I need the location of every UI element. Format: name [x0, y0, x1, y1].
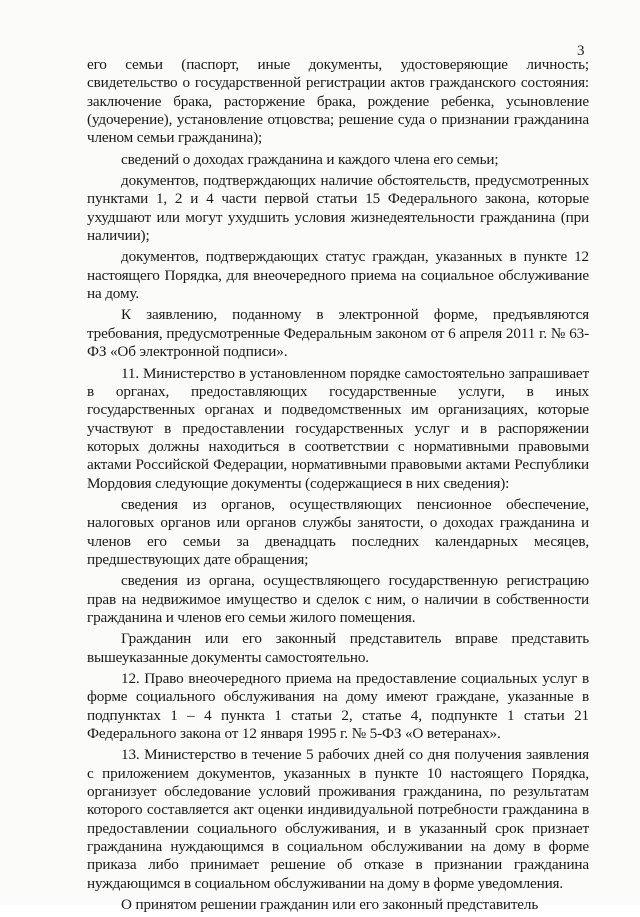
paragraph-item-13: 13. Министерство в течение 5 рабочих дней со дня получения заявления с приложением документов, указанных в пункте 10 настоящего Порядка, организует обследование условий проживания гражданина, по результатам которого составляется акт оценки индивидуальной потребности гражданина в предоставлении социального обслуживания, и в указанный срок признает гражданина нуждающимся в социальном обслуживании на дому в форме приказа либо принимает решение об отказе в признании гражданина нуждающимся в социальном обслуживании на дому в форме уведомления.: [87, 746, 589, 892]
paragraph-item-11: 11. Министерство в установленном порядке самостоятельно запрашивает в органах, предоставляющих государственные услуги, в иных государственных органах и подведомственных им организациях, которые участвуют в предоставлении государственных услуг и в распоряжении которых должны находиться в соответствии с нормативными правовыми актами Российской Федерации, нормативными правовыми актами Республики Мордовия следующие документы (содержащиеся в них сведения):: [87, 364, 589, 492]
paragraph-income-info: сведений о доходах гражданина и каждого члена его семьи;: [121, 150, 499, 168]
paragraph-status-docs: документов, подтверждающих статус граждан, указанных в пункте 12 настоящего Порядка, для внеочередного приема на социальное обслуживание на дому.: [87, 248, 589, 303]
document-body: [87, 56, 589, 917]
paragraph-decision: О принятом решении гражданин или его законный представитель: [121, 896, 539, 914]
paragraph-pension-info: сведения из органов, осуществляющих пенсионное обеспечение, налоговых органов или органов службы занятости, о доходах гражданина и членов его семьи за двенадцать последних календарных месяцев, предшествующих дате обращения;: [87, 495, 589, 568]
paragraph-circumstances-docs: документов, подтверждающих наличие обстоятельств, предусмотренных пунктами 1, 2 и 4 части первой статьи 15 Федерального закона, которые ухудшают или могут ухудшить условия жизнедеятельности гражданина (при наличии);: [87, 172, 589, 245]
paragraph-family-documents: его семьи (паспорт, иные документы, удостоверяющие личность; свидетельство о государственной регистрации актов гражданского состояния: заключение брака, расторжение брака, рождение ребенка, усыновление (удочерение), установление отцовства; решение суда о признании гражданина членом семьи гражданина);: [87, 56, 589, 147]
page-number: 3: [577, 43, 585, 59]
paragraph-electronic-form: К заявлению, поданному в электронной форме, предъявляются требования, предусмотренные Федеральным законом от 6 апреля 2011 г. № 63-ФЗ «Об электронной подписи».: [87, 306, 589, 361]
paragraph-item-12: 12. Право внеочередного приема на предоставление социальных услуг в форме социального обслуживания на дому имеют граждане, указанные в подпунктах 1 – 4 пункта 1 статьи 2, статье 4, подпункте 1 статьи 21 Федерального закона от 12 января 1995 г. № 5-ФЗ «О ветеранах».: [87, 670, 589, 743]
paragraph-property-info: сведения из органа, осуществляющего государственную регистрацию прав на недвижимое имущество и сделок с ним, о наличии в собственности гражданина и членов его семьи жилого помещения.: [87, 572, 589, 626]
paragraph-self-submit: Гражданин или его законный представитель вправе представить вышеуказанные документы самостоятельно.: [87, 630, 589, 666]
